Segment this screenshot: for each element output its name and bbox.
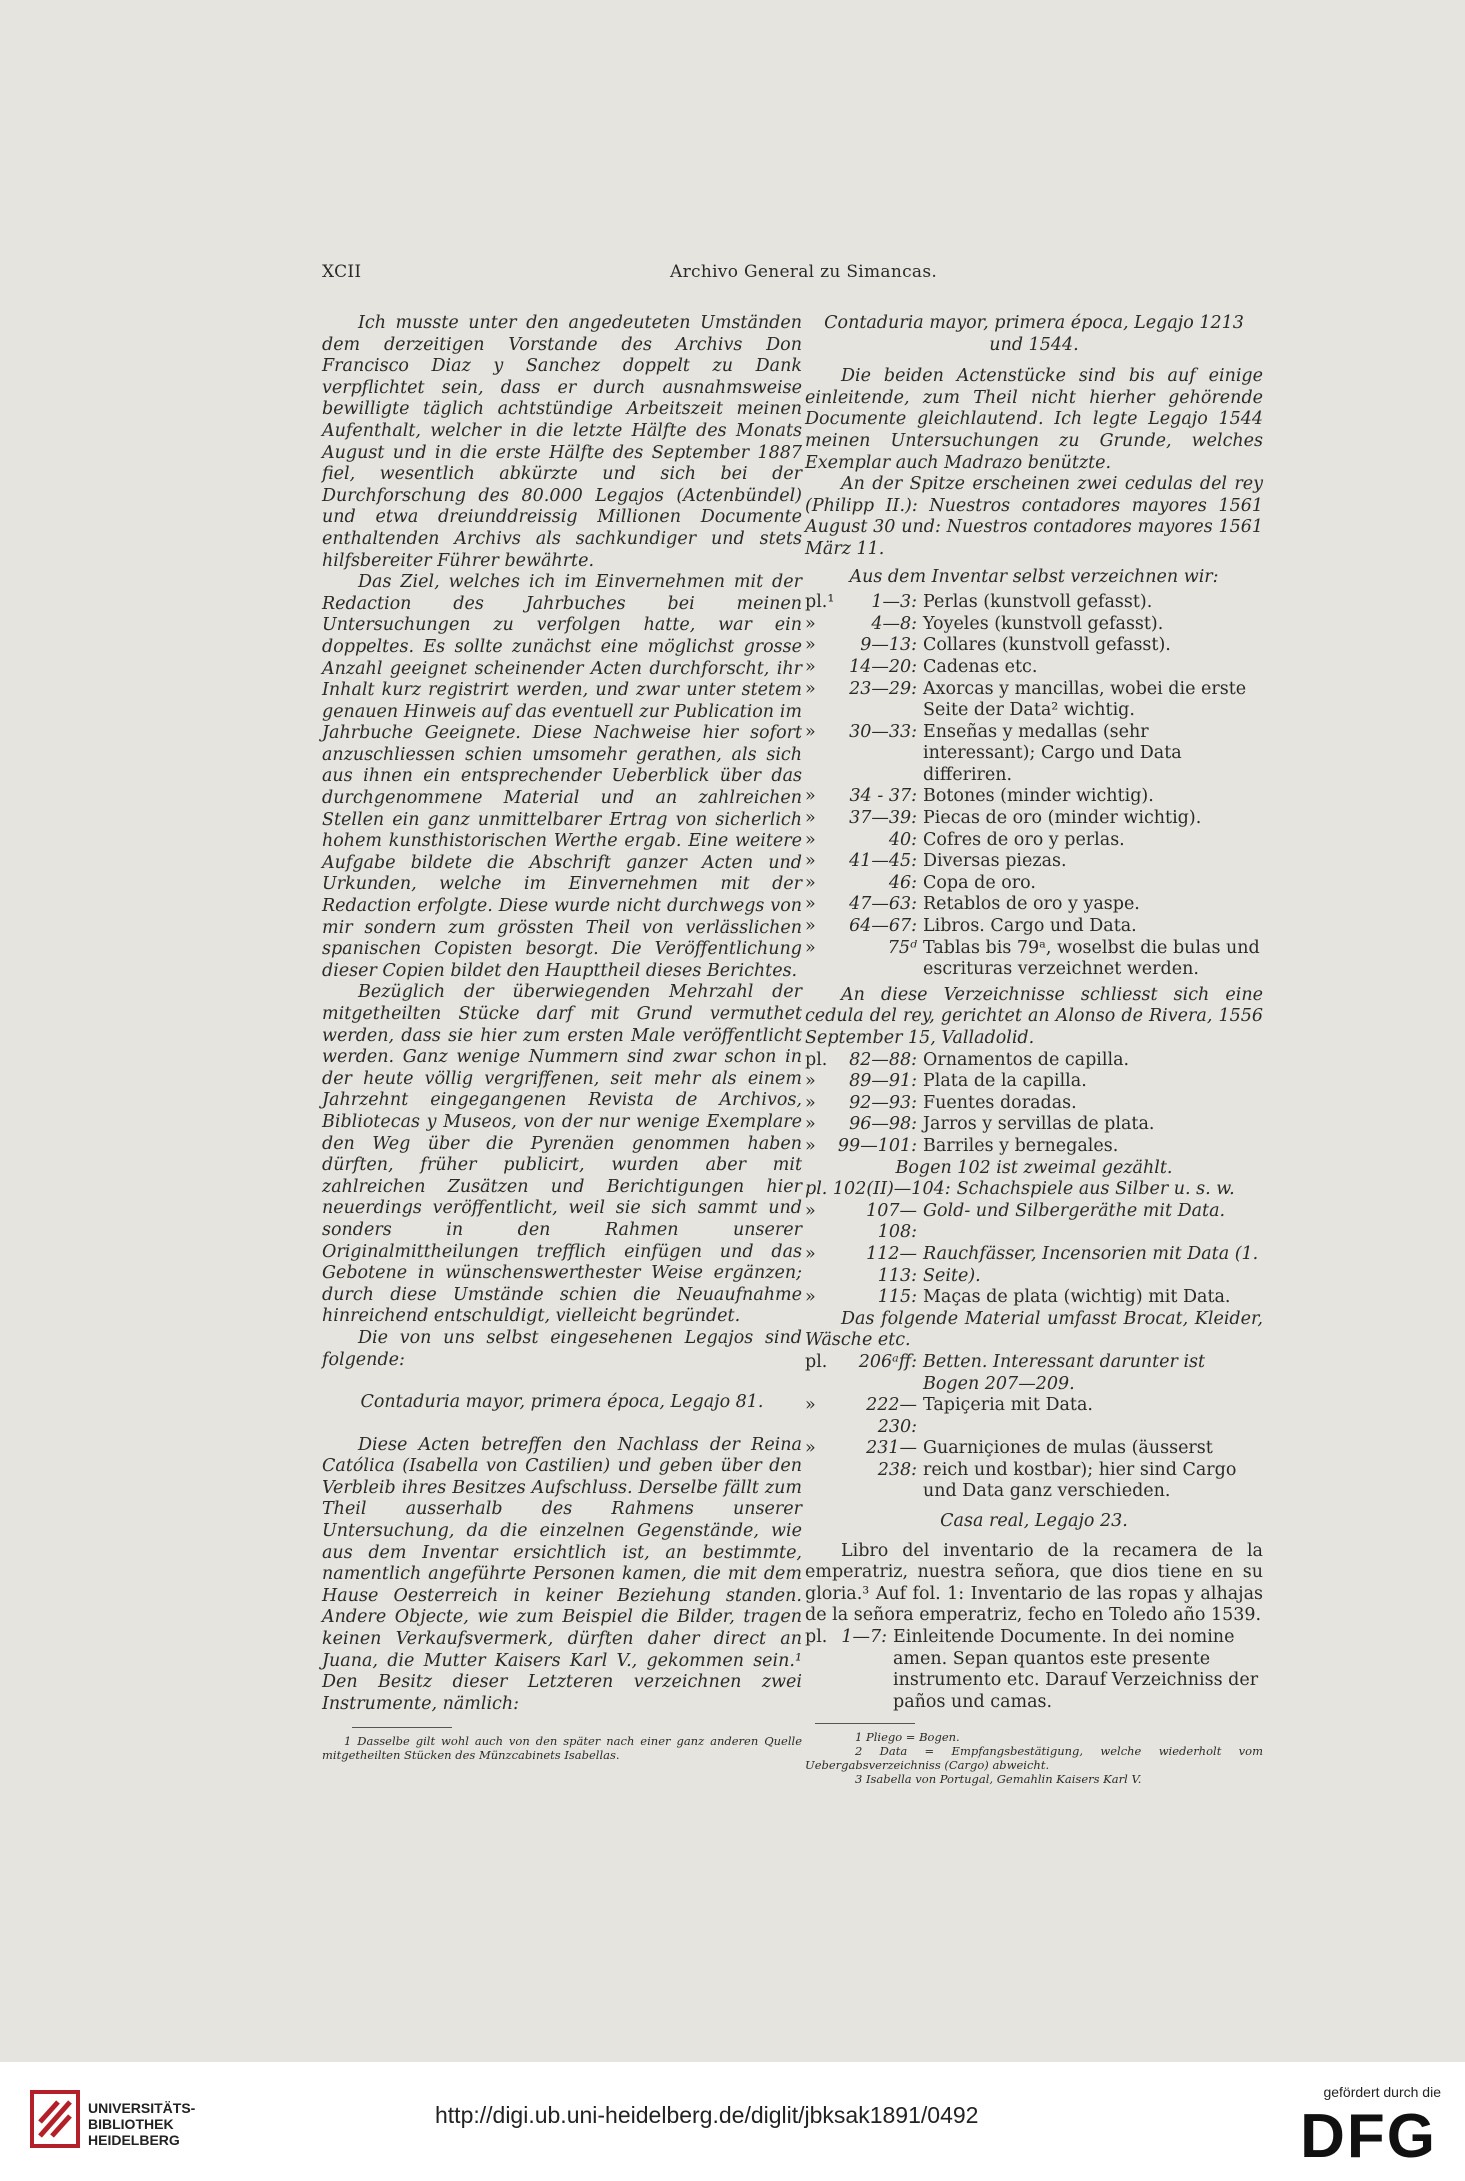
inventory-entry: » 112—113: Rauchfässer, Incensorien mit Data (1. Seite).: [805, 1243, 1259, 1286]
inventory-entry: pl. 102(II)—104: Schachspiele aus Silber u. s. w.: [805, 1179, 1235, 1200]
inventory-entry: » 99—101: Barriles y bernegales.: [805, 1135, 1119, 1156]
right-paragraph-4: Das folgende Material umfasst Brocat, Kleider, Wäsche etc.: [805, 1308, 1263, 1351]
inventory-entry: » 92—93: Fuentes doradas.: [805, 1092, 1077, 1113]
inventory-entry: pl. 206ᵃff: Betten. Interessant darunter ist Bogen 207—209.: [805, 1351, 1206, 1394]
inventory-entry: pl. 1—7: Einleitende Documente. In dei nomine amen. Sepan quantos este presente instrumento etc. Darauf Verzeichniss der paños und camas.: [805, 1627, 1259, 1712]
left-paragraph-3: Bezüglich der überwiegenden Mehrzahl der mitgetheilten Stücke darf mit Grund vermuthet werden, dass sie hier zum ersten Male veröffentlicht werden. Ganz wenige Nummern sind zwar schon in der heute völlig vergriffenen, seit mehr als einem Jahrzehnt eingegangenen Revista de Archivos, Bibliotecas y Museos, von der nur wenige Exemplare den Weg über die Pyrenäen genommen haben dürften, früher publicirt, wurden aber mit zahlreichen Zusätzen und Berichtigungen hier neuerdings veröffentlicht, weil sie sich sammt und sonders in den Rahmen unserer Originalmittheilungen trefflich einfügen und das Gebotene in wünschenswerthester Weise ergänzen; durch diese Umstände schien die Neuaufnahme hinreichend entschuldigt, vielleicht begründet.: [322, 982, 802, 1327]
inventory-entry: » 41—45: Diversas piezas.: [805, 851, 1067, 872]
inventory-entry: » 231—238: Guarniçiones de mulas (äusserst reich und kostbar); hier sind Cargo und Data ganz verschieden.: [805, 1438, 1237, 1502]
right-paragraph-2: An der Spitze erscheinen zwei cedulas del rey (Philipp II.): Nuestros contadores mayores 1561 August 30 und: Nuestros contadores mayores 1561 März 11.: [805, 474, 1263, 559]
library-name: UNIVERSITÄTS- BIBLIOTHEK HEIDELBERG: [88, 2100, 196, 2148]
right-paragraph-3: An diese Verzeichnisse schliesst sich eine cedula del rey, gerichtet an Alonso de Rivera, 1556 September 15, Valladolid.: [805, 984, 1263, 1048]
running-title: Archivo General zu Simancas.: [670, 262, 938, 282]
section-heading-legajo-1213: Contaduria mayor, primera época, Legajo 1213 und 1544.: [824, 313, 1244, 355]
funded-by-label: gefördert durch die: [1323, 2084, 1441, 2100]
inventory-entry: pl.¹ 1—3: Perlas (kunstvoll gefasst).: [805, 592, 1153, 613]
inventory-entry: pl. 82—88: Ornamentos de capilla.: [805, 1049, 1130, 1070]
left-column: [322, 313, 802, 1762]
right-footnote-1: 1 Pliego = Bogen.: [855, 1730, 960, 1745]
right-column: [805, 313, 1263, 1786]
inventory-entry: » 47—63: Retablos de oro y yaspe.: [805, 894, 1140, 915]
right-footnote-2: 2 Data = Empfangsbestätigung, welche wiederholt vom Uebergabsverzeichniss (Cargo) abweicht.: [805, 1744, 1263, 1773]
dfg-logo: DFG: [1300, 2102, 1437, 2171]
inventory-entry: » 89—91: Plata de la capilla.: [805, 1071, 1087, 1092]
right-paragraph-5: Libro del inventario de la recamera de la emperatriz, nuestra señora, que dios tiene en su gloria.³ Auf fol. 1: Inventario de las ropas y alhajas de la señora emperatriz, fecho en Toledo año 1539.: [805, 1540, 1263, 1626]
right-footnote-3: 3 Isabella von Portugal, Gemahlin Kaisers Karl V.: [855, 1772, 1142, 1787]
inventory-entry: » 40: Cofres de oro y perlas.: [805, 829, 1125, 850]
viewer-footer: [0, 2062, 1465, 2181]
bogen-note: Bogen 102 ist zweimal gezählt.: [895, 1157, 1173, 1178]
section-heading-legajo-81: Contaduria mayor, primera época, Legajo 81.: [360, 1392, 764, 1413]
inventory-intro: Aus dem Inventar selbst verzeichnen wir:: [849, 566, 1219, 587]
right-paragraph-1: Die beiden Actenstücke sind bis auf einige einleitende, zum Theil nicht hierher gehörende Documente gleichlautend. Ich legte Legajo 1544 meinen Untersuchungen zu Grunde, welches Exemplar auch Madrazo benützte.: [805, 366, 1263, 473]
left-paragraph-1: Ich musste unter den angedeuteten Umständen dem derzeitigen Vorstande des Archivs Don Francisco Diaz y Sanchez doppelt zu Dank verpflichtet sein, dass er durch ausnahmsweise bewilligte täglich achtstündige Arbeitszeit meinen Aufenthalt, welcher in die letzte Hälfte des Monats August und in die erste Hälfte des September 1887 fiel, wesentlich abkürzte und sich bei der Durchforschung des 80.000 Legajos (Actenbündel) und etwa dreiunddreissig Millionen Documente enthaltenden Archivs als sachkundiger und stets hilfsbereiter Führer bewährte.: [322, 313, 802, 571]
inventory-entry: » 37—39: Piecas de oro (minder wichtig).: [805, 808, 1202, 829]
permalink-url[interactable]: http://digi.ub.uni-heidelberg.de/diglit/jbksak1891/0492: [435, 2102, 979, 2128]
inventory-entry: » 14—20: Cadenas etc.: [805, 656, 1038, 677]
inventory-entry: » 107—108: Gold- und Silbergeräthe mit Data.: [805, 1200, 1226, 1243]
left-paragraph-5: Diese Acten betreffen den Nachlass der Reina Católica (Isabella von Castilien) und geben über den Verbleib ihres Besitzes Aufschluss. Derselbe fällt zum Theil ausserhalb des Rahmens unserer Untersuchung, da die einzelnen Gegenstände, wie aus dem Inventar ersichtlich ist, an bestimmte, namentlich angeführte Personen kamen, die mit dem Hause Oesterreich in keiner Beziehung standen. Andere Objecte, wie zum Beispiel die Bilder, tragen keinen Verkaufsvermerk, dürften daher direct an Juana, die Mutter Kaisers Karl V., gekommen sein.¹ Den Besitz dieser Letzteren verzeichnen zwei Instrumente, nämlich:: [322, 1434, 802, 1714]
inventory-entry: » 96—98: Jarros y servillas de plata.: [805, 1114, 1155, 1135]
inventory-entry: » 46: Copa de oro.: [805, 872, 1036, 893]
inventory-entry: » 9—13: Collares (kunstvoll gefasst).: [805, 635, 1171, 656]
page-number: XCII: [322, 262, 362, 282]
inventory-entry: » 23—29: Axorcas y mancillas, wobei die erste Seite der Data² wichtig.: [805, 678, 1247, 721]
inventory-entry: » 64—67: Libros. Cargo und Data.: [805, 916, 1137, 937]
inventory-entry: » 222—230: Tapiçeria mit Data.: [805, 1395, 1093, 1437]
inventory-entry: » 34 - 37: Botones (minder wichtig).: [805, 786, 1154, 807]
library-logo-icon: [30, 2090, 80, 2153]
left-footnote: 1 Dasselbe gilt wohl auch von den später nach einer ganz anderen Quelle mitgetheilten Stücken des Münzcabinets Isabellas.: [322, 1734, 802, 1763]
inventory-entry: » 4—8: Yoyeles (kunstvoll gefasst).: [805, 613, 1164, 634]
footnote-rule: [352, 1727, 452, 1728]
left-paragraph-2: Das Ziel, welches ich im Einvernehmen mit der Redaction des Jahrbuches bei meinen Untersuchungen zu verfolgen hatte, war ein doppeltes. Es sollte zunächst eine möglichst grosse Anzahl geeignet scheinender Acten durchforscht, ihr Inhalt kurz registrirt werden, und zwar unter stetem genauen Hinweis auf das eventuell zur Publication im Jahrbuche Geeignete. Diese Nachweise hier sofort anzuschliessen schien umsomehr gerathen, als sich aus ihnen ein entsprechender Ueberblick über das durchgenommene Material und an zahlreichen Stellen ein ganz unmittelbarer Ertrag von sicherlich hohem kunsthistorischen Werthe ergab. Eine weitere Aufgabe bildete die Abschrift ganzer Acten und Urkunden, welche im Einvernehmen mit der Redaction erfolgte. Diese wurde nicht durchwegs von mir sondern zum grössten Theil von verlässlichen spanischen Copisten besorgt. Die Veröffentlichung dieser Copien bildet den Haupttheil dieses Berichtes.: [322, 572, 802, 981]
left-paragraph-4: Die von uns selbst eingesehenen Legajos sind folgende:: [322, 1327, 802, 1370]
inventory-entry: » 115: Maças de plata (wichtig) mit Data.: [805, 1287, 1231, 1308]
footnote-rule: [815, 1723, 915, 1724]
inventory-entry: » 75ᵈ Tablas bis 79ᵃ, woselbst die bulas und escrituras verzeichnet werden.: [805, 937, 1260, 980]
inventory-entry: » 30—33: Enseñas y medallas (sehr interessant); Cargo und Data differiren.: [805, 721, 1182, 785]
section-heading-casa-real: Casa real, Legajo 23.: [940, 1511, 1128, 1532]
